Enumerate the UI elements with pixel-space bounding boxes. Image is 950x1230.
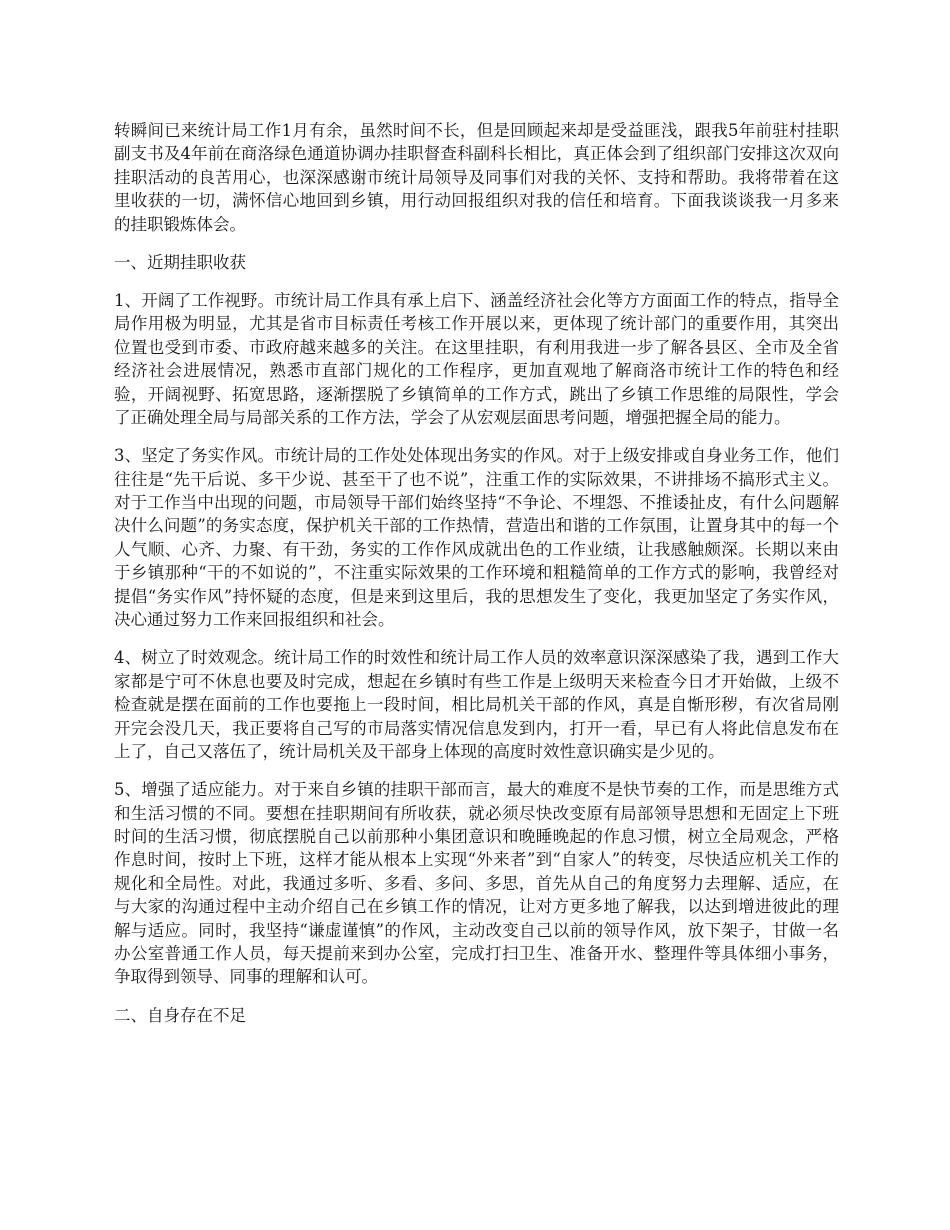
section-heading-shortcomings: 二、自身存在不足	[114, 1005, 246, 1025]
paragraph-item-4: 4、树立了时效观念。统计局工作的时效性和统计局工作人员的效率意识深深感染了我，遇到工作大家都是宁可不休息也要及时完成，想起在乡镇时有些工作是上级明天来检查今日才开始做，上级不检查就是摆在面前的工作也要拖上一段时间，相比局机关干部的作风，真是自惭形秽，有次省局刚开完会没几天，我正要将自己写的市局落实情况信息发到内，打开一看，早已有人将此信息发布在上了，自己又落伍了，统计局机关及干部身上体现的高度时效性意识确实是少见的。	[114, 648, 839, 761]
intro-paragraph: 转瞬间已来统计局工作1月有余，虽然时间不长，但是回顾起来却是受益匪浅，跟我5年前驻村挂职副支书及4年前在商洛绿色通道协调办挂职督查科副科长相比，真正体会到了组织部门安排这次双向挂职活动的良苦用心，也深深感谢市统计局领导及同事们对我的关怀、支持和帮助。我将带着在这里收获的一切，满怀信心地回到乡镇，用行动回报组织对我的信任和培育。下面我谈谈我一月多来的挂职锻炼体会。	[114, 121, 839, 234]
paragraph-item-1: 1、开阔了工作视野。市统计局工作具有承上启下、涵盖经济社会化等方方面面工作的特点，指导全局作用极为明显，尤其是省市目标责任考核工作开展以来，更体现了统计部门的重要作用，其突出位置也受到市委、市政府越来越多的关注。在这里挂职，有利用我进一步了解各县区、全市及全省经济社会进展情况，熟悉市直部门规化的工作程序，更加直观地了解商洛市统计工作的特色和经验，开阔视野、拓宽思路，逐渐摆脱了乡镇简单的工作方式，跳出了乡镇工作思维的局限性，学会了正确处理全局与局部关系的工作方法，学会了从宏观层面思考问题，增强把握全局的能力。	[114, 291, 839, 428]
paragraph-item-5: 5、增强了适应能力。对于来自乡镇的挂职干部而言，最大的难度不是快节奏的工作，而是思维方式和生活习惯的不同。要想在挂职期间有所收获，就必须尽快改变原有局部领导思想和无固定上下班时间的生活习惯，彻底摆脱自己以前那种小集团意识和晚睡晚起的作息习惯，树立全局观念，严格作息时间，按时上下班，这样才能从根本上实现“外来者”到“自家人”的转变，尽快适应机关工作的规化和全局性。对此，我通过多听、多看、多问、多思，首先从自己的角度努力去理解、适应，在与大家的沟通过程中主动介绍自己在乡镇工作的情况，让对方更多地了解我，以达到增进彼此的理解与适应。同时，我坚持“谦虚谨慎”的作风，主动改变自己以前的领导作风，放下架子，甘做一名办公室普通工作人员，每天提前来到办公室，完成打扫卫生、准备开水、整理件等具体细小事务，争取得到领导、同事的理解和认可。	[114, 780, 839, 987]
paragraph-item-3: 3、坚定了务实作风。市统计局的工作处处体现出务实的作风。对于上级安排或自身业务工作，他们往往是“先干后说、多干少说、甚至干了也不说”，注重工作的实际效果，不讲排场不搞形式主义。对于工作当中出现的问题，市局领导干部们始终坚持“不争论、不埋怨、不推诿扯皮，有什么问题解决什么问题”的务实态度，保护机关干部的工作热情，营造出和谐的工作氛围，让置身其中的每一个人气顺、心齐、力聚、有干劲，务实的工作作风成就出色的工作业绩，让我感触颇深。长期以来由于乡镇那种“干的不如说的”，不注重实际效果的工作环境和粗糙简单的工作方式的影响，我曾经对提倡“务实作风”持怀疑的态度，但是来到这里后，我的思想发生了变化，我更加坚定了务实作风，决心通过努力工作来回报组织和社会。	[114, 446, 839, 630]
section-heading-gains: 一、近期挂职收获	[114, 252, 246, 272]
document-body	[114, 119, 839, 1042]
